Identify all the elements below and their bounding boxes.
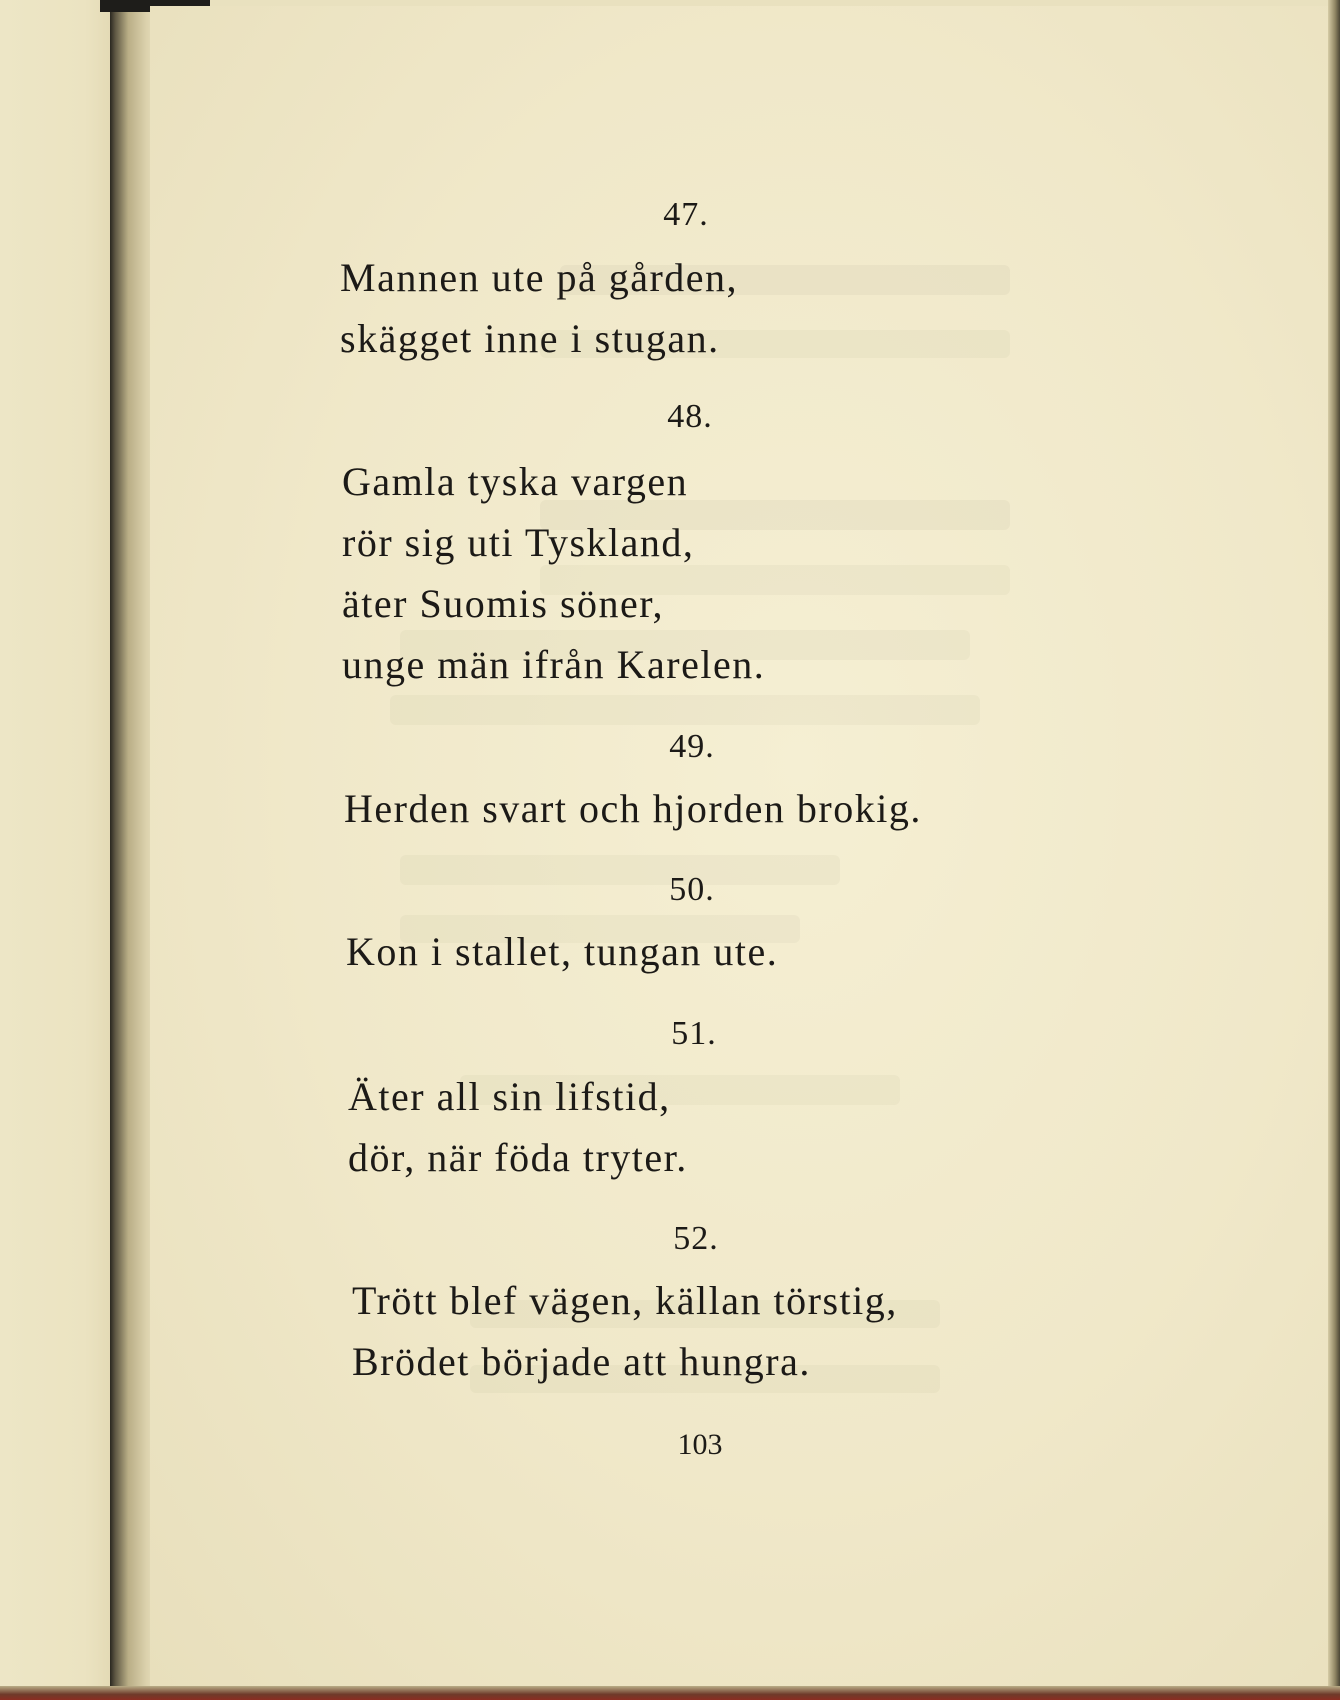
page-number: 103 (677, 1428, 723, 1461)
riddle-number: 47. (663, 196, 709, 233)
riddle-line: Brödet började att hungra. (352, 1339, 811, 1384)
riddle-line: rör sig uti Tyskland, (342, 520, 695, 565)
riddle-number: 51. (671, 1015, 717, 1052)
riddle-line: Gamla tyska vargen (342, 459, 689, 504)
riddle-number: 50. (669, 871, 715, 908)
riddle-line: skägget inne i stugan. (340, 316, 720, 361)
riddle-number: 49. (669, 728, 715, 765)
riddle-line: Herden svart och hjorden brokig. (344, 786, 922, 831)
riddle-line: Äter all sin lifstid, (348, 1074, 671, 1119)
riddle-line: Trött blef vägen, källan törstig, (352, 1278, 898, 1323)
riddle-line: unge män ifrån Karelen. (342, 642, 766, 687)
riddle-line: Mannen ute på gården, (340, 255, 739, 300)
riddle-line: Kon i stallet, tungan ute. (346, 929, 779, 974)
riddle-line: dör, när föda tryter. (348, 1135, 688, 1180)
riddle-line: äter Suomis söner, (342, 581, 665, 626)
riddle-number: 52. (673, 1220, 719, 1257)
riddle-number: 48. (667, 398, 713, 435)
